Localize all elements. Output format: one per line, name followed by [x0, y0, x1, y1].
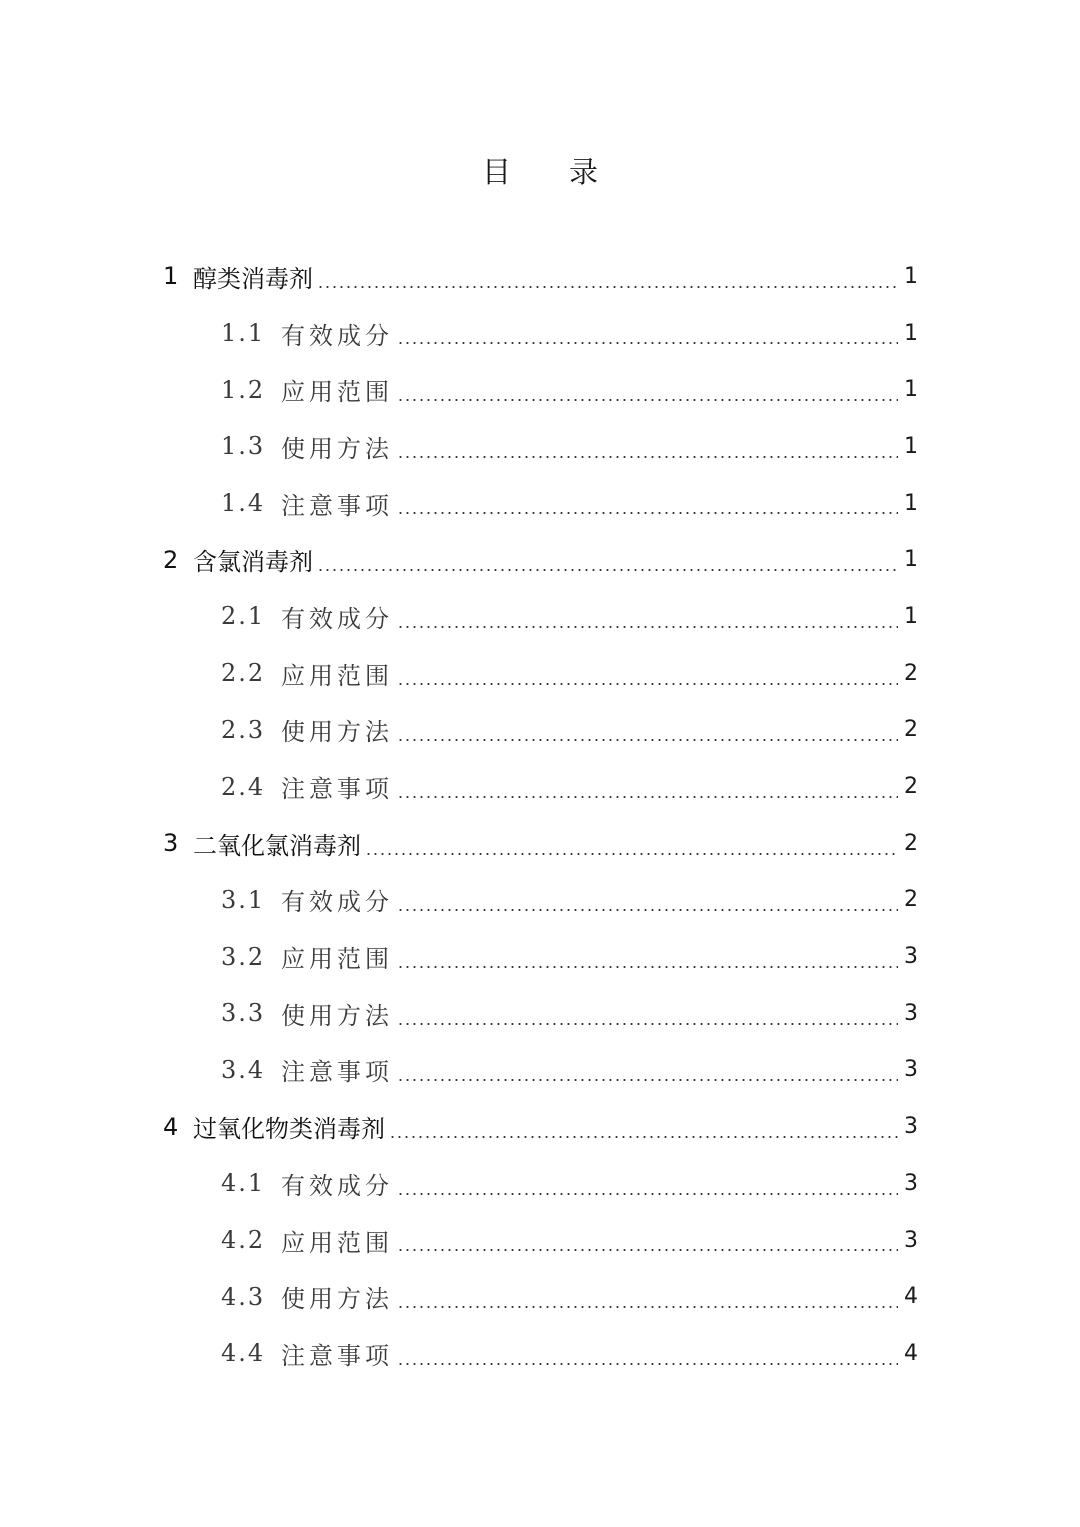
dot-leader: [397, 966, 898, 968]
toc-number: 1.3: [221, 432, 266, 461]
dot-leader: [389, 1136, 898, 1138]
toc-entry-subsection[interactable]: [163, 418, 918, 475]
dot-leader: [397, 626, 898, 628]
toc-number: 2.3: [221, 715, 266, 744]
toc-title: 有效成分: [281, 321, 393, 350]
toc-page-number: 3: [904, 944, 918, 970]
toc-number: 1.4: [221, 489, 266, 518]
toc-title: 应用范围: [281, 661, 393, 690]
toc-title: 使用方法: [281, 1001, 393, 1030]
toc-title: 注意事项: [281, 491, 393, 520]
dot-leader: [397, 399, 898, 401]
toc-entry-section[interactable]: [163, 531, 918, 588]
toc-entry-subsection[interactable]: [163, 361, 918, 418]
toc-entry-subsection[interactable]: [163, 1042, 918, 1099]
toc-title: 醇类消毒剂: [193, 264, 313, 293]
toc-entry-subsection[interactable]: [163, 588, 918, 645]
toc-entry-subsection[interactable]: [163, 872, 918, 929]
toc-title: 使用方法: [281, 434, 393, 463]
toc-entry-subsection[interactable]: [163, 758, 918, 815]
toc-page-number: 3: [904, 1114, 918, 1140]
toc-page-number: 1: [904, 603, 918, 629]
toc-entry-section[interactable]: [163, 1098, 918, 1155]
dot-leader: [397, 1249, 898, 1251]
toc-page-number: 4: [904, 1284, 918, 1310]
toc-entry-subsection[interactable]: [163, 928, 918, 985]
toc-number: 4.2: [221, 1226, 266, 1255]
toc-page-number: 3: [904, 1000, 918, 1026]
dot-leader: [397, 909, 898, 911]
toc-title: 应用范围: [281, 945, 393, 974]
toc-number: 1.2: [221, 375, 266, 404]
toc-entry-section[interactable]: [163, 815, 918, 872]
toc-title: 二氧化氯消毒剂: [193, 831, 361, 860]
toc-entry-subsection[interactable]: [163, 475, 918, 532]
page-title: [0, 150, 1080, 194]
toc-number: 3.1: [221, 885, 266, 914]
toc-title: 应用范围: [281, 378, 393, 407]
dot-leader: [397, 1193, 898, 1195]
dot-leader: [317, 569, 898, 571]
toc-page-number: 3: [904, 1170, 918, 1196]
dot-leader: [397, 512, 898, 514]
toc-number: 2.2: [221, 659, 266, 688]
table-of-contents: [163, 248, 918, 1382]
toc-page-number: 1: [904, 547, 918, 573]
dot-leader: [397, 342, 898, 344]
dot-leader: [397, 1023, 898, 1025]
toc-number: 1.1: [221, 319, 266, 348]
toc-title: 有效成分: [281, 604, 393, 633]
toc-entry-subsection[interactable]: [163, 1212, 918, 1269]
dot-leader: [397, 683, 898, 685]
toc-page-number: 1: [904, 490, 918, 516]
title-char-1: 目: [481, 155, 511, 189]
toc-number: 1: [163, 262, 179, 291]
toc-page-number: 3: [904, 1057, 918, 1083]
toc-page-number: 2: [904, 660, 918, 686]
toc-number: 4.1: [221, 1169, 266, 1198]
toc-number: 2: [163, 545, 179, 574]
toc-entry-subsection[interactable]: [163, 985, 918, 1042]
dot-leader: [317, 286, 898, 288]
dot-leader: [397, 1363, 898, 1365]
toc-number: 3.2: [221, 942, 266, 971]
toc-title: 过氧化物类消毒剂: [193, 1115, 385, 1144]
dot-leader: [397, 796, 898, 798]
toc-title: 有效成分: [281, 888, 393, 917]
toc-title: 注意事项: [281, 775, 393, 804]
toc-page-number: 1: [904, 377, 918, 403]
dot-leader: [397, 456, 898, 458]
toc-title: 注意事项: [281, 1058, 393, 1087]
toc-entry-subsection[interactable]: [163, 645, 918, 702]
toc-title: 应用范围: [281, 1228, 393, 1257]
toc-entry-subsection[interactable]: [163, 1268, 918, 1325]
toc-entry-subsection[interactable]: [163, 305, 918, 362]
toc-number: 2.1: [221, 602, 266, 631]
dot-leader: [397, 1079, 898, 1081]
toc-title: 使用方法: [281, 718, 393, 747]
toc-entry-subsection[interactable]: [163, 702, 918, 759]
toc-number: 4: [163, 1112, 179, 1141]
toc-number: 4.3: [221, 1282, 266, 1311]
toc-number: 3.4: [221, 1055, 266, 1084]
toc-page-number: 2: [904, 774, 918, 800]
toc-page-number: 3: [904, 1227, 918, 1253]
toc-page-number: 4: [904, 1340, 918, 1366]
toc-page-number: 1: [904, 320, 918, 346]
toc-number: 3.3: [221, 999, 266, 1028]
toc-page-number: 2: [904, 830, 918, 856]
toc-page-number: 1: [904, 433, 918, 459]
title-char-2: 录: [569, 155, 599, 189]
dot-leader: [365, 853, 898, 855]
toc-page-number: 1: [904, 263, 918, 289]
toc-title: 注意事项: [281, 1341, 393, 1370]
toc-entry-section[interactable]: [163, 248, 918, 305]
toc-title: 有效成分: [281, 1171, 393, 1200]
dot-leader: [397, 739, 898, 741]
toc-entry-subsection[interactable]: [163, 1325, 918, 1382]
toc-number: 3: [163, 829, 179, 858]
toc-title: 使用方法: [281, 1285, 393, 1314]
toc-entry-subsection[interactable]: [163, 1155, 918, 1212]
toc-page-number: 2: [904, 717, 918, 743]
toc-number: 2.4: [221, 772, 266, 801]
toc-page-number: 2: [904, 887, 918, 913]
toc-number: 4.4: [221, 1339, 266, 1368]
dot-leader: [397, 1306, 898, 1308]
toc-title: 含氯消毒剂: [193, 548, 313, 577]
